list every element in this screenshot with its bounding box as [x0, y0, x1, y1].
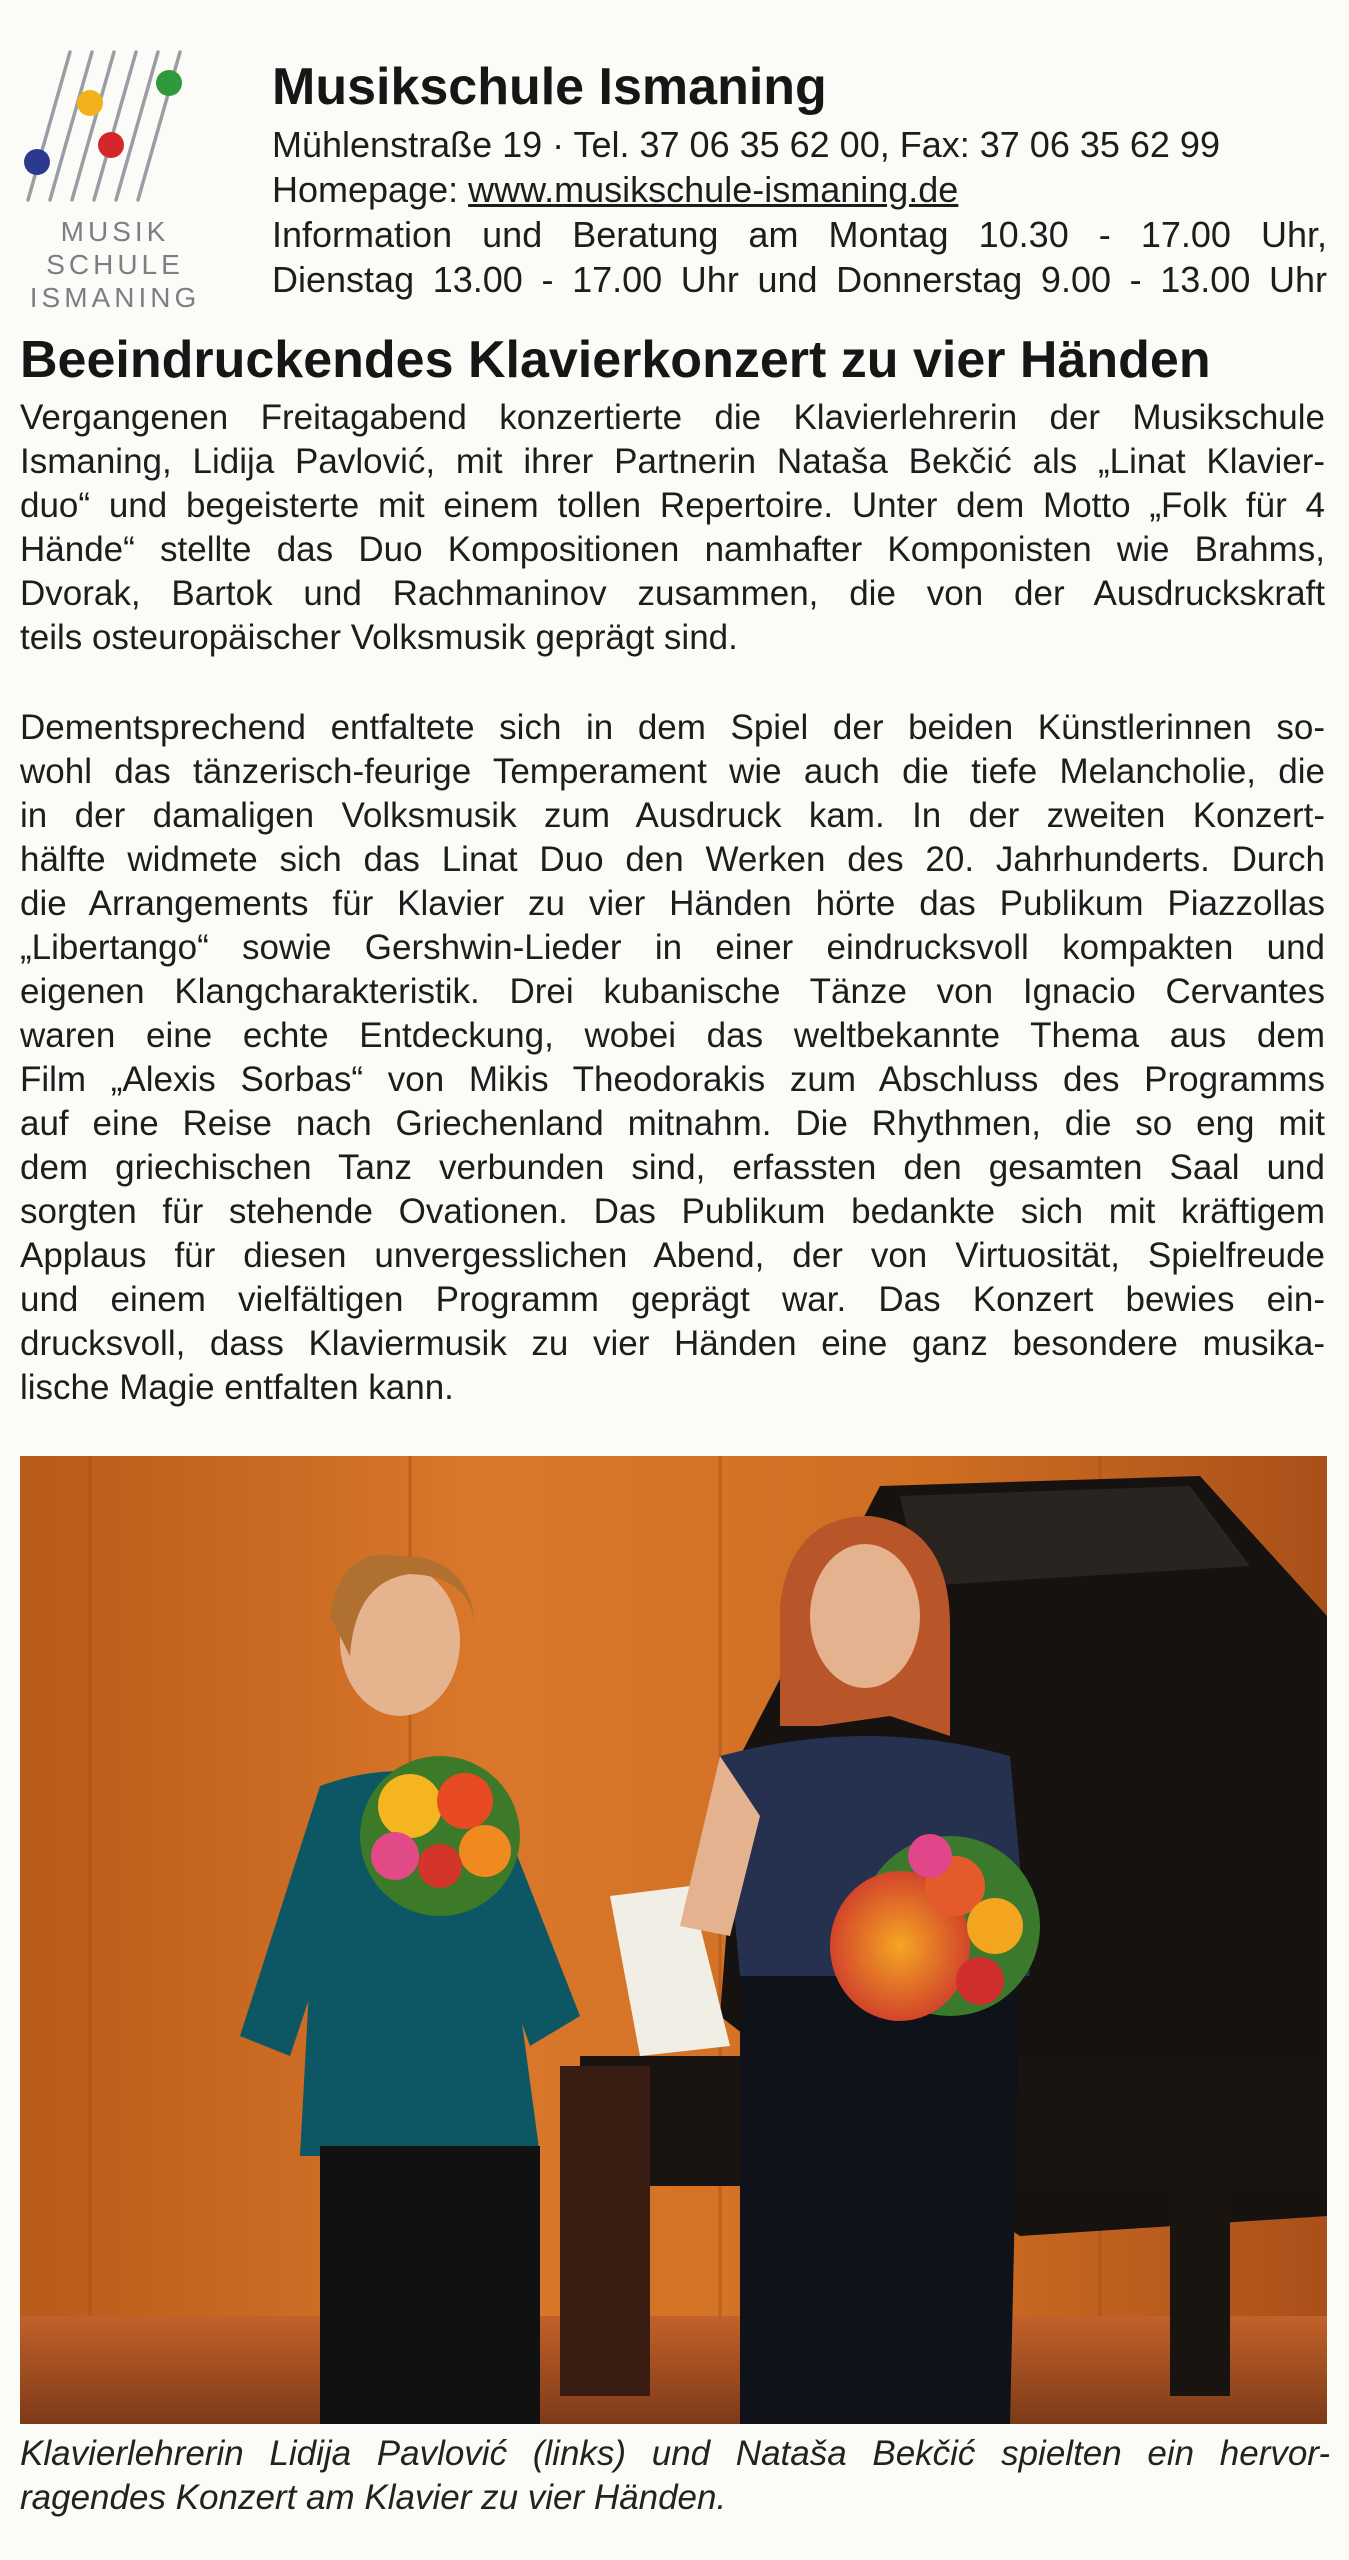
paragraph-line: dem griechischen Tanz verbunden sind, erfassten den gesamten Saal und	[20, 1148, 1325, 1187]
concert-photo-illustration	[20, 1456, 1327, 2424]
paragraph-line: Film „Alexis Sorbas“ von Mikis Theodorakis zum Abschluss des Programms	[20, 1060, 1325, 1099]
logo-word-2: SCHULE	[46, 249, 184, 280]
paragraph-line: Dvorak, Bartok und Rachmaninov zusammen, die von der Ausdruckskraft	[20, 574, 1325, 613]
paragraph-line: Vergangenen Freitagabend konzertierte die Klavierlehrerin der Musikschule	[20, 398, 1325, 437]
paragraph-line: die Arrangements für Klavier zu vier Händen hörte das Publikum Piazzollas	[20, 884, 1325, 923]
paragraph-line: duo“ und begeisterte mit einem tollen Repertoire. Unter dem Motto „Folk für 4	[20, 486, 1325, 525]
paragraph-line: und einem vielfältigen Programm geprägt war. Das Konzert bewies ein-	[20, 1280, 1325, 1319]
caption-line: ragendes Konzert am Klavier zu vier Händen.	[20, 2478, 727, 2517]
paragraph-line: Applaus für diesen unvergesslichen Abend, der von Virtuosität, Spielfreude	[20, 1236, 1325, 1275]
paragraph-line: Ismaning, Lidija Pavlović, mit ihrer Partnerin Nataša Bekčić als „Linat Klavier-	[20, 442, 1325, 481]
article-title: Beeindruckendes Klavierkonzert zu vier Händen	[20, 331, 1211, 389]
logo-notes-graphic	[20, 50, 230, 220]
logo-wordmark	[20, 215, 210, 314]
photo-caption	[20, 2432, 1330, 2520]
logo-dot-green	[156, 70, 182, 96]
homepage-label: Homepage:	[272, 169, 459, 210]
homepage-link[interactable]: www.musikschule-ismaning.de	[468, 169, 959, 210]
logo-dot-blue	[24, 149, 50, 175]
logo-word-1: MUSIK	[60, 216, 170, 247]
school-logo	[20, 50, 230, 313]
article-paragraph-1	[20, 396, 1325, 660]
homepage-line	[272, 167, 1327, 212]
paragraph-line: drucksvoll, dass Klaviermusik zu vier Händen eine ganz besondere musika-	[20, 1324, 1325, 1363]
paragraph-line: eigenen Klangcharakteristik. Drei kubanische Tänze von Ignacio Cervantes	[20, 972, 1325, 1011]
caption-line: Klavierlehrerin Lidija Pavlović (links) und Nataša Bekčić spielten ein hervor-	[20, 2434, 1330, 2473]
logo-dot-red	[98, 132, 124, 158]
paragraph-line: waren eine echte Entdeckung, wobei das weltbekannte Thema aus dem	[20, 1016, 1325, 1055]
article-paragraph-2	[20, 706, 1325, 1410]
paragraph-line: auf eine Reise nach Griechenland mitnahm. Die Rhythmen, die so eng mit	[20, 1104, 1325, 1143]
paragraph-line: in der damaligen Volksmusik zum Ausdruck kam. In der zweiten Konzert-	[20, 796, 1325, 835]
address-line: Mühlenstraße 19 · Tel. 37 06 35 62 00, Fax: 37 06 35 62 99	[272, 124, 1220, 165]
school-name: Musikschule Ismaning	[272, 58, 827, 116]
paragraph-line: lische Magie entfalten kann.	[20, 1368, 454, 1407]
logo-dot-yellow	[77, 90, 103, 116]
paragraph-line: Hände“ stellte das Duo Kompositionen namhafter Komponisten wie Brahms,	[20, 530, 1325, 569]
school-contact-block	[272, 56, 1327, 302]
paragraph-line: wohl das tänzerisch-feurige Temperament wie auch die tiefe Melancholie, die	[20, 752, 1325, 791]
hours-line-1: Information und Beratung am Montag 10.30 - 17.00 Uhr,	[272, 214, 1327, 255]
logo-word-3: ISMANING	[29, 282, 201, 313]
paragraph-line: „Libertango“ sowie Gershwin-Lieder in einer eindrucksvoll kompakten und	[20, 928, 1325, 967]
concert-photo	[20, 1456, 1327, 2424]
paragraph-line: teils osteuropäischer Volksmusik geprägt sind.	[20, 618, 738, 657]
paragraph-line: sorgten für stehende Ovationen. Das Publikum bedankte sich mit kräftigem	[20, 1192, 1325, 1231]
paragraph-line: hälfte widmete sich das Linat Duo den Werken des 20. Jahrhunderts. Durch	[20, 840, 1325, 879]
paragraph-line: Dementsprechend entfaltete sich in dem Spiel der beiden Künstlerinnen so-	[20, 708, 1325, 747]
stage-floor	[20, 2316, 1327, 2424]
hours-line-2: Dienstag 13.00 - 17.00 Uhr und Donnerstag 9.00 - 13.00 Uhr	[272, 259, 1327, 300]
